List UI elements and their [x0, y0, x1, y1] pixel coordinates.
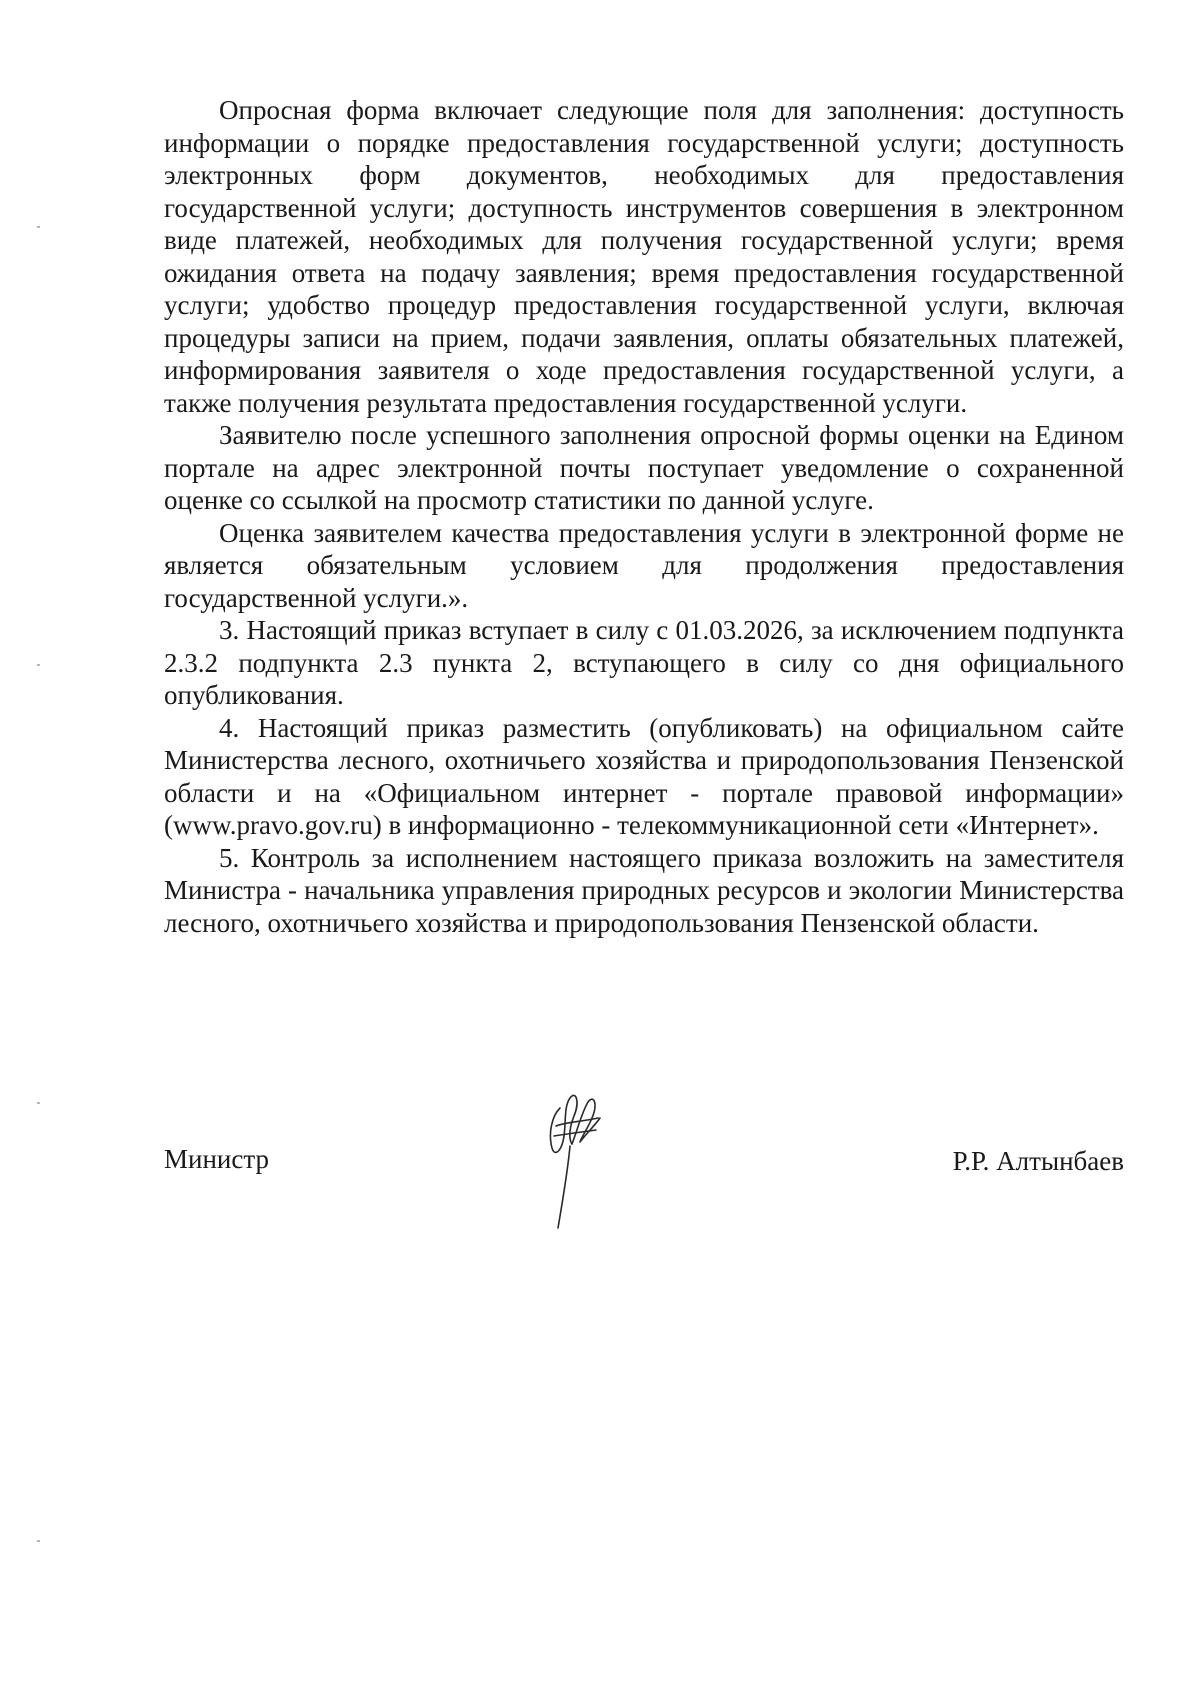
paragraph-assessment-optional: Оценка заявителем качества предоставления услуги в электронной форме не является обязательным условием для продолжения предоставления государственной услуги.». — [164, 517, 1124, 613]
scan-margin-mark — [37, 226, 40, 228]
paragraph-survey-fields: Опросная форма включает следующие поля для заполнения: доступность информации о порядке предоставления государственной услуги; доступность электронных форм документов, необходимых для предоставления государственной услуги; доступность инструментов совершения в электронном виде платежей, необходимых для получения государственной услуги; время ожидания ответа на подачу заявления; время предоставления государственной услуги; удобство процедур предоставления государственной услуги, включая процедуры записи на прием, подачи заявления, оплаты обязательных платежей, информирования заявителя о ходе предоставления государственной услуги, а также получения результата предоставления государственной услуги. — [164, 95, 1124, 418]
handwritten-signature-icon — [530, 1088, 610, 1233]
paragraph-item-3-effective-date: 3. Настоящий приказ вступает в силу с 01.03.2026, за исключением подпункта 2.3.2 подпункта 2.3 пункта 2, вступающего в силу со дня официального опубликования. — [164, 615, 1124, 710]
document-body — [164, 94, 1124, 939]
paragraph-notification: Заявителю после успешного заполнения опросной формы оценки на Едином портале на адрес электронной почты поступает уведомление о сохраненной оценке со ссылкой на просмотр статистики по данной услуге. — [164, 420, 1124, 515]
scan-margin-mark — [37, 1540, 40, 1542]
scan-margin-mark — [37, 1102, 40, 1104]
scan-margin-mark — [37, 664, 40, 666]
position-title: Министр — [164, 1144, 269, 1174]
signer-name: Р.Р. Алтынбаев — [952, 1146, 1124, 1176]
paragraph-item-4-publication: 4. Настоящий приказ разместить (опубликовать) на официальном сайте Министерства лесного, охотничьего хозяйства и природопользования Пензенской области и на «Официальном интернет - портале правовой информации» (www.pravo.gov.ru) в информационно - телекоммуникационной сети «Интернет». — [164, 712, 1124, 840]
paragraph-item-5-control: 5. Контроль за исполнением настоящего приказа возложить на заместителя Министра - начальника управления природных ресурсов и экологии Министерства лесного, охотничьего хозяйства и природопользования Пензенской области. — [164, 842, 1124, 938]
signature-block — [164, 1143, 1124, 1183]
